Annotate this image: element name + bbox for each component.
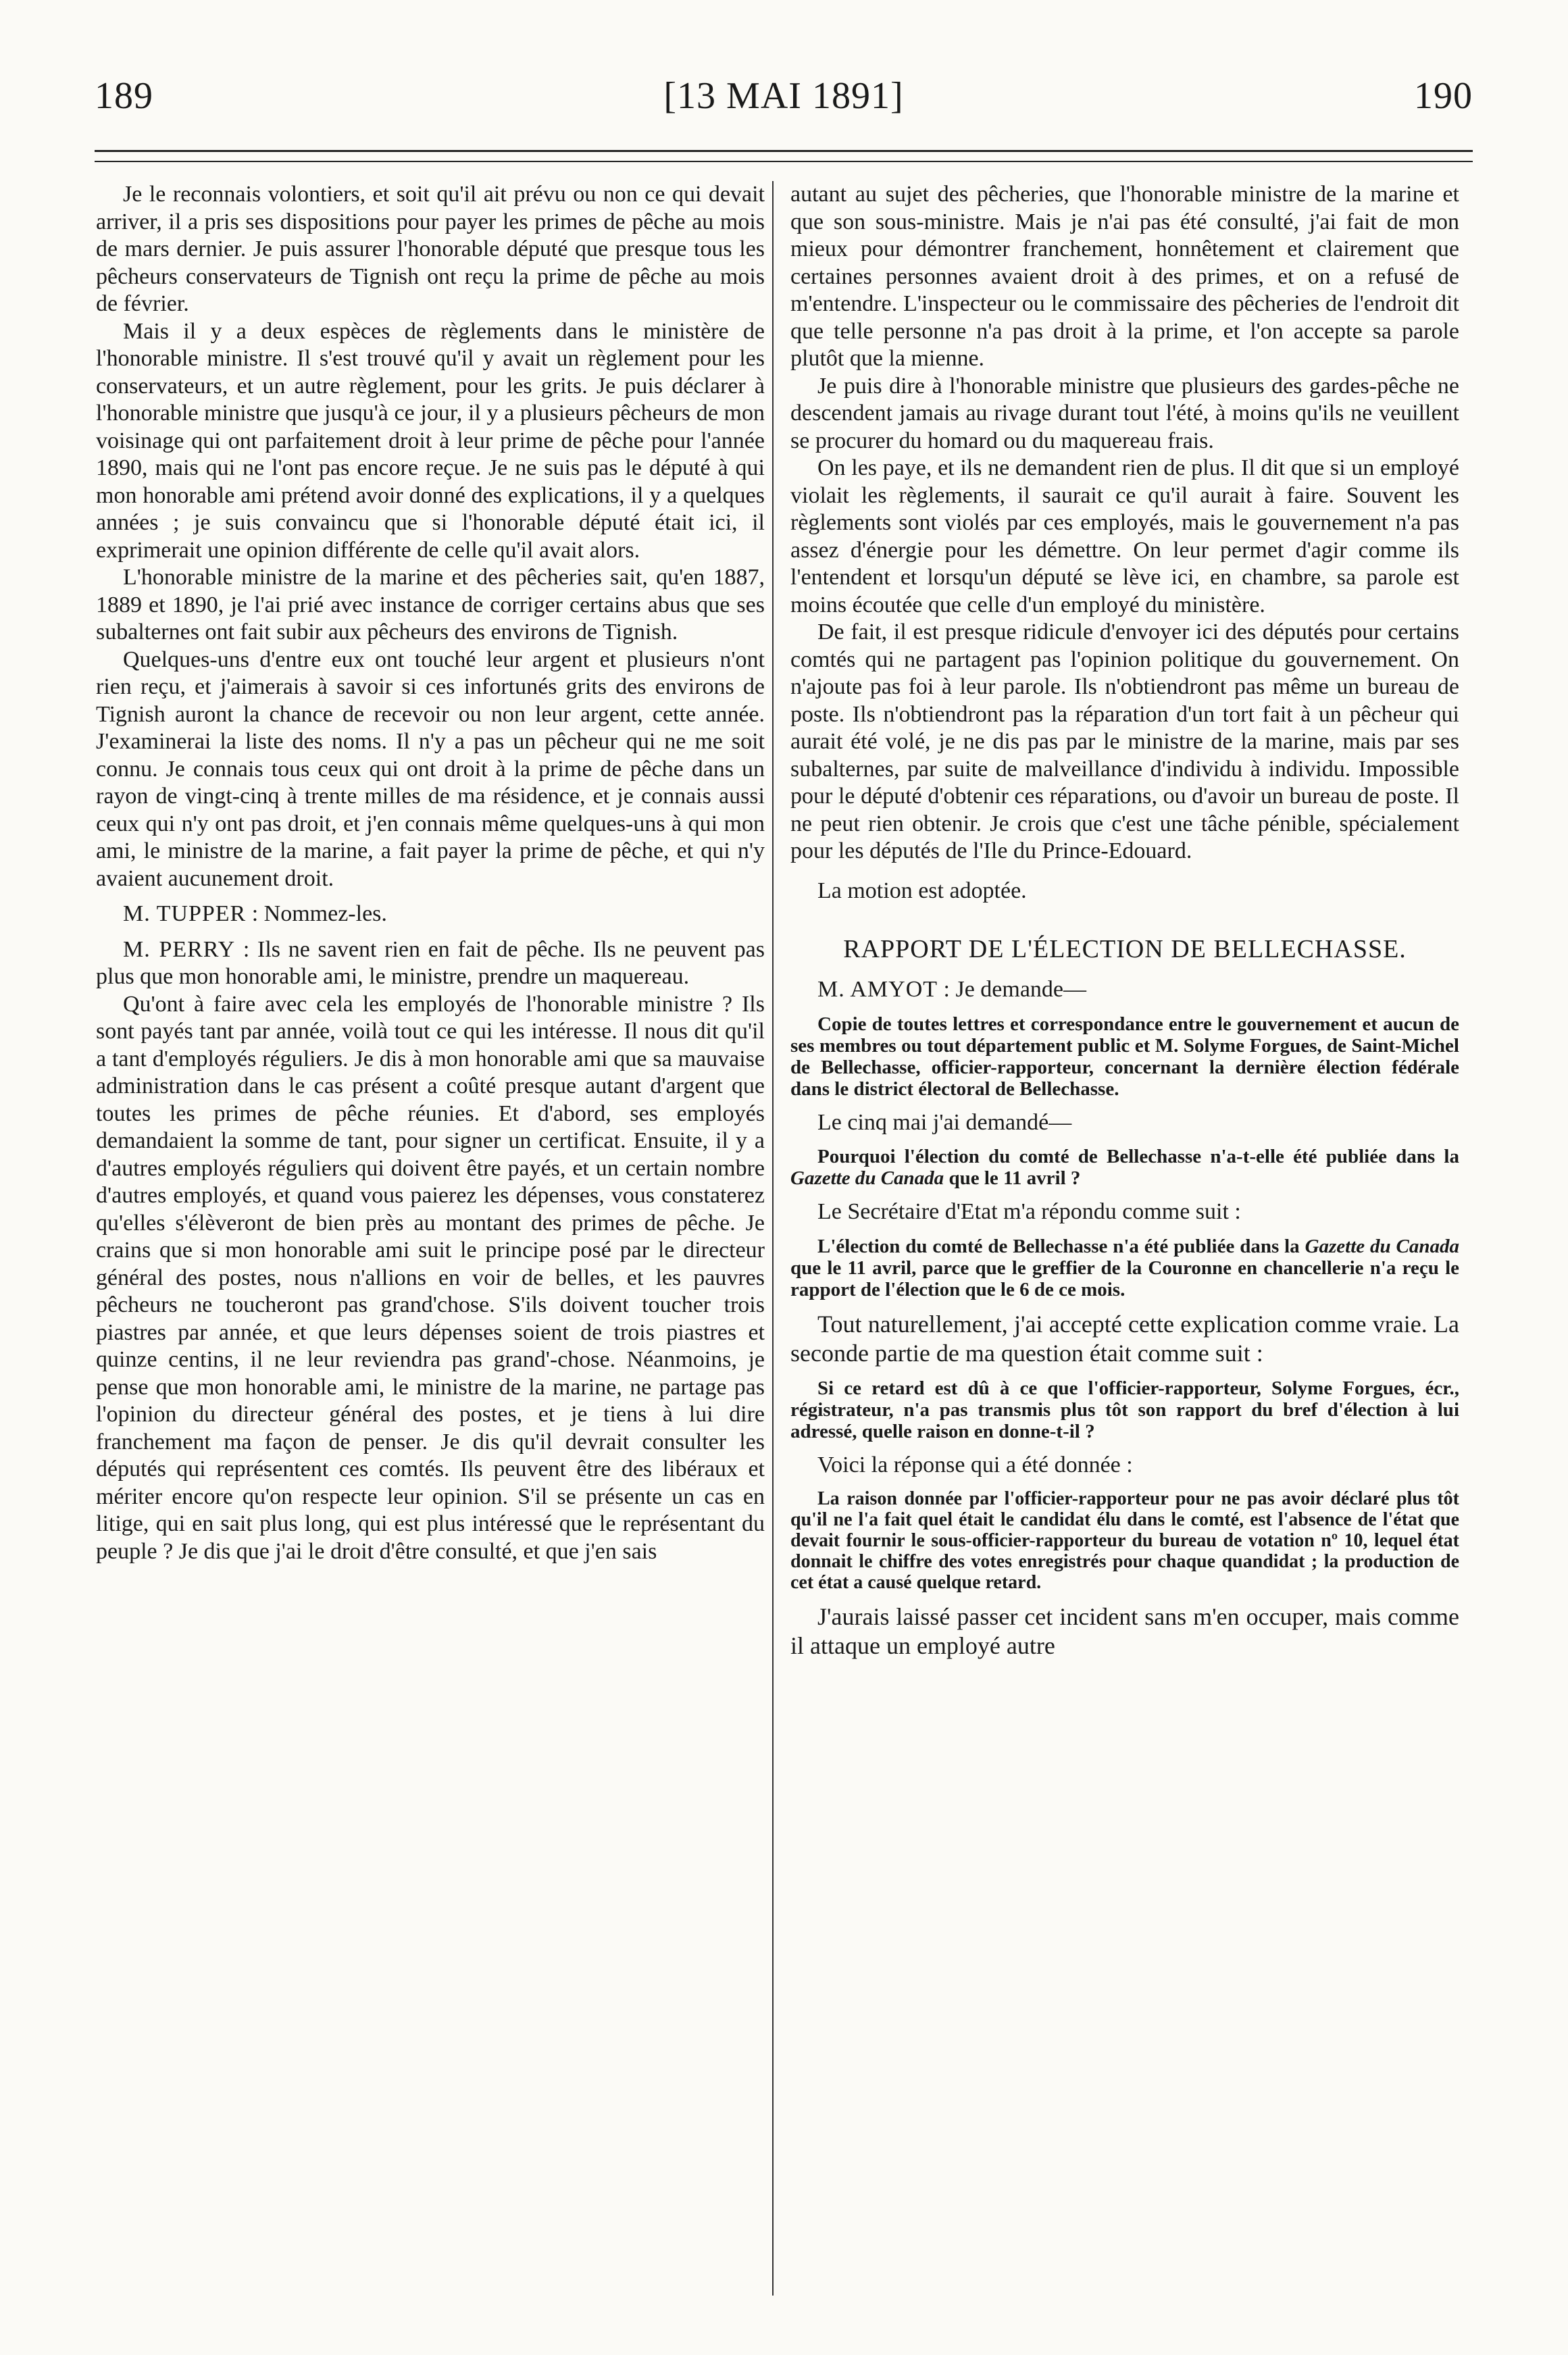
gazette-title: Gazette du Canada [1305, 1235, 1459, 1257]
paragraph: Je puis dire à l'honorable ministre que plusieurs des gardes-pêche ne descendent jamais au rivage durant tout l'été, à moins qu'ils ne veuillent se procurer du homard ou du maquereau frais. [790, 373, 1459, 453]
quoted-motion: Copie de toutes lettres et correspondance entre le gouvernement et aucun de ses membres ou tout département public et M. Solyme Forgues, de Saint-Michel de Bellechasse, officier-rapporteur, concernant la dernière élection fédérale dans le district électoral de Bellechasse. [790, 1013, 1459, 1100]
gazette-title: Gazette du Canada [790, 1167, 944, 1189]
paragraph: J'aurais laissé passer cet incident sans m'en occuper, mais comme il attaque un employé autre [790, 1603, 1459, 1659]
quoted-question: Si ce retard est dû à ce que l'officier-rapporteur, Solyme Forgues, écr., régistrateur, n'a pas transmis plus tôt son rapport du bref d'élection à lui adressé, quelle raison en donne-t-il ? [790, 1377, 1459, 1442]
quote-text: que le 11 avril, parce que le greffier de la Couronne en chancellerie n'a reçu le rapport de l'élection que le 6 de ce mois. [790, 1257, 1459, 1300]
quoted-answer [790, 1236, 1459, 1300]
header-rule-top [95, 150, 1473, 152]
page-number-right: 190 [1414, 75, 1473, 117]
page-number-left: 189 [95, 75, 153, 117]
paragraph: Tout naturellement, j'ai accepté cette explication comme vraie. La seconde partie de ma question était comme suit : [790, 1310, 1459, 1367]
quote-text: que le 11 avril ? [944, 1167, 1081, 1189]
speaker-name: M. TUPPER [123, 901, 247, 926]
speech-tupper: M. TUPPER : Nommez-les. [123, 901, 387, 926]
left-column [96, 181, 765, 2316]
quoted-question [790, 1146, 1459, 1189]
page-header [95, 74, 1473, 128]
speaker-name: M. AMYOT [817, 977, 938, 1002]
paragraph: Je le reconnais volontiers, et soit qu'il ait prévu ou non ce qui devait arriver, il a pris ses dispositions pour payer les primes de pêche au mois de mars dernier. Je puis assurer l'honorable député que presque tous les pêcheurs conservateurs de Tignish ont reçu la prime de pêche au mois de février. [96, 182, 765, 316]
right-column [790, 181, 1459, 2316]
motion-adopted: La motion est adoptée. [817, 878, 1027, 903]
paragraph: L'honorable ministre de la marine et des pêcheries sait, qu'en 1887, 1889 et 1890, je l'ai prié avec instance de corriger certains abus que ses subalternes ont fait subir aux pêcheurs des environs de Tignish. [96, 565, 765, 644]
speech-text: Je demande— [955, 977, 1087, 1002]
speech-text: Ils ne savent rien en fait de pêche. Ils ne peuvent pas plus que mon honorable ami, le ministre, prendre un maquereau. [96, 936, 765, 989]
paragraph: Mais il y a deux espèces de règlements dans le ministère de l'honorable ministre. Il s'est trouvé qu'il y avait un règlement pour les conservateurs, et un autre règlement, pour les grits. Je puis déclarer à l'honorable ministre que jusqu'à ce jour, il y a plusieurs pêcheurs de mon voisinage qui ont parfaitement droit à leur prime de pêche pour l'année 1890, mais qui ne l'ont pas encore reçue. Je ne suis pas le député à qui mon honorable ami prétend avoir donné des explications, il y a quelques années ; je suis convaincu que si l'honorable député était ici, il exprimerait une opinion différente de celle qu'il avait alors. [96, 318, 765, 563]
paragraph: On les paye, et ils ne demandent rien de plus. Il dit que si un employé violait les règlements, il saurait ce qu'il aurait à faire. Souvent les règlements sont violés par ces employés, mais le gouvernement n'a pas assez d'énergie pour les démettre. On leur permet d'agir comme ils l'entendent et lorsqu'un député se lève ici, en chambre, sa parole est moins écoutée que celle d'un employé du ministère. [790, 455, 1459, 617]
header-date: [13 MAI 1891] [663, 75, 904, 117]
paragraph: Quelques-uns d'entre eux ont touché leur argent et plusieurs n'ont rien reçu, et j'aimerais à savoir si ces infortunés grits des environs de Tignish auront la chance de recevoir ou non leur argent, cette année. J'examinerai la liste des noms. Il n'y a pas un pêcheur qui ne me soit connu. Je connais tous ceux qui ont droit à la prime de pêche dans un rayon de vingt-cinq à trente milles de ma résidence, et je connais aussi ceux qui n'y ont pas droit, et j'en connais même quelques-uns à qui mon ami, le ministre de la marine, a fait payer la prime de pêche, et qui n'y avaient aucunement droit. [96, 647, 765, 891]
paragraph: Voici la réponse qui a été donnée : [817, 1452, 1133, 1477]
paragraph: Le Secrétaire d'Etat m'a répondu comme suit : [817, 1199, 1241, 1224]
column-divider [772, 181, 774, 2296]
speech-text: Nommez-les. [263, 901, 387, 926]
section-heading: RAPPORT DE L'ÉLECTION DE BELLECHASSE. [843, 935, 1407, 963]
quote-text: Pourquoi l'élection du comté de Bellechasse n'a-t-elle été publiée dans la [817, 1146, 1459, 1167]
speech-perry: M. PERRY : Ils ne savent rien en fait de pêche. Ils ne peuvent pas plus que mon honorable ami, le ministre, prendre un maquereau. [96, 936, 765, 989]
paragraph: De fait, il est presque ridicule d'envoyer ici des députés pour certains comtés qui ne partagent pas l'opinion politique du gouvernement. On n'ajoute pas foi à leur parole. Ils n'obtiendront pas même un bureau de poste. Ils n'obtiendront pas la réparation d'un tort fait à un pêcheur qui aurait été volé, je ne dis pas par le ministre de la marine, mais par ses subalternes, par suite de malveillance d'individu à individu. Impossible pour le député d'obtenir ces réparations, ou d'avoir un bureau de poste. Il ne peut rien obtenir. Je crois que c'est une tâche pénible, spécialement pour les députés de l'Ile du Prince-Edouard. [790, 619, 1459, 863]
quoted-answer: La raison donnée par l'officier-rapporteur pour ne pas avoir déclaré plus tôt qu'il ne l'a fait quel était le candidat élu dans le comté, est l'absence de l'état que devait fournir le sous-officier-rapporteur du bureau de votation nº 10, lequel état donnait le chiffre des votes enregistrés pour chaque quandidat ; la production de cet état a causé quelque retard. [790, 1488, 1459, 1593]
header-rule-bottom [95, 161, 1473, 162]
paragraph: Qu'ont à faire avec cela les employés de l'honorable ministre ? Ils sont payés tant par année, voilà tout ce qui les intéresse. Il nous dit qu'il a tant d'employés réguliers. Je dis à mon honorable ami que sa mauvaise administration dans le cas présent a coûté presque autant d'argent que toutes les primes de pêche réunies. Et d'abord, ses employés demandaient la somme de tant, pour signer un certificat. Ensuite, il y a d'autres employés réguliers qui doivent être payés, et un certain nombre d'autres employés, et quand vous paierez les dépenses, vous constaterez qu'elles s'élèveront de bien près au montant des primes de pêche. Je crains que si mon honorable ami suit le principe posé par le directeur général des postes, nous n'allions en voir de belles, et les pauvres pêcheurs ne toucheront pas grand'chose. S'ils doivent toucher trois piastres par année, et que leurs dépenses soient de trois piastres et quinze centins, il ne leur reviendra pas grand'-chose. Néanmoins, je pense que mon honorable ami, le ministre de la marine, ne partage pas l'opinion du directeur général des postes, et je tiens à lui dire franchement ma façon de penser. Je dis qu'il devrait consulter les députés qui représentent ces comtés. Ils peuvent être des libéraux et mériter encore qu'on respecte leur opinion. S'il se présente un cas en litige, qui en sait plus long, qui est plus intéressé que le représentant du peuple ? Je dis que j'ai le droit d'être consulté, et que j'en sais [96, 991, 765, 1564]
paragraph: autant au sujet des pêcheries, que l'honorable ministre de la marine et que son sous-ministre. Mais je n'ai pas été consulté, j'ai fait de mon mieux pour démontrer franchement, honnêtement et clairement que certaines personnes avaient droit à des primes, et on a refusé de m'entendre. L'inspecteur ou le commissaire des pêcheries de l'endroit dit que telle personne n'a pas droit à la prime, et l'on accepte sa parole plutôt que la mienne. [790, 182, 1459, 371]
speaker-name: M. PERRY [123, 936, 236, 962]
quote-text: L'élection du comté de Bellechasse n'a été publiée dans la [817, 1235, 1305, 1257]
paragraph: Le cinq mai j'ai demandé— [817, 1109, 1072, 1135]
speech-amyot: M. AMYOT : Je demande— [817, 977, 1087, 1002]
